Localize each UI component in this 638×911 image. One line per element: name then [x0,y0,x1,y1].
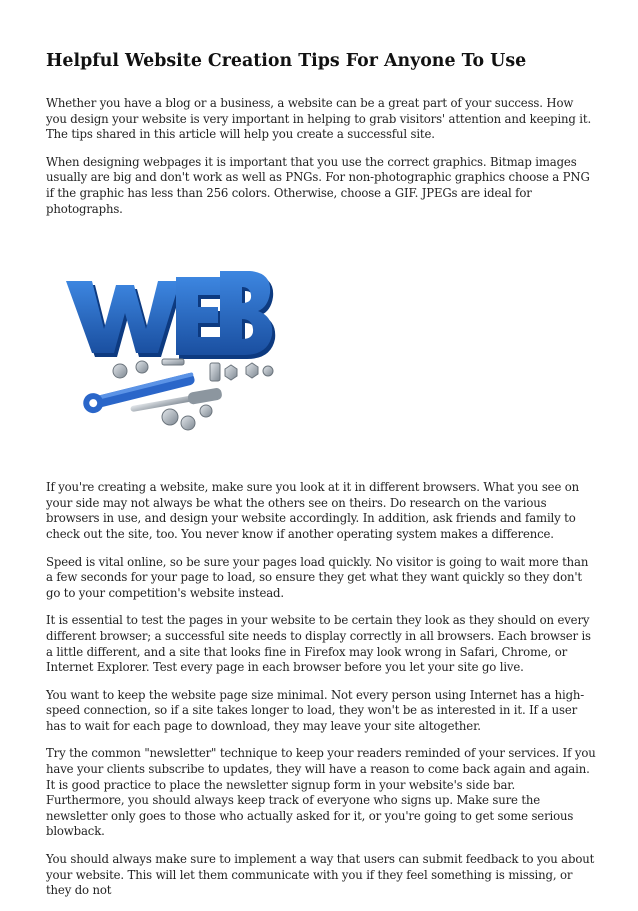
paragraph-graphics: When designing webpages it is important that you use the correct graphics. Bitmap images usually are big and don't work as well as PNGs. For non-photographic graphics choose a PNG if the graphic has less than 256 colors. Otherwise, choose a GIF. JPEGs are ideal for photographs. [46,154,590,216]
letter-w [66,281,183,357]
paragraph-browsers: If you're creating a website, make sure you look at it in different browsers. What you see on your side may not always be what the others see on theirs. Do research on the various browsers in use, and design your website accordingly. In addition, ask friends and family to check out the site, too. You never know if another operating system makes a difference. [46,480,580,541]
paragraph-intro: Whether you have a blog or a business, a website can be a great part of your success. How you design your website is very important in helping to grab visitors' attention and keeping it. The tips shared in this article will help you create a successful site. [46,96,592,142]
letter-b [220,271,275,359]
paragraph-feedback: You should always make sure to implement a way that users can submit feedback to you about your website. This will let them communicate with you if they feel something is missing, or they do not [46,852,595,898]
letter-e [176,277,227,359]
paragraph-newsletter: Try the common "newsletter" technique to keep your readers reminded of your services. If you have your clients subscribe to updates, they will have a reason to come back again and again. It is good practice to place the newsletter signup form in your website's side bar. Furthermore, you should always keep track of everyone who signs up. Make sure the newsletter only goes to those who actually asked for it, or you're going to get some serious blowback. [46,746,596,839]
paragraph-speed: Speed is vital online, so be sure your pages load quickly. No visitor is going to wait more than a few seconds for your page to load, so ensure they get what they want quickly so they don't go to your competition's website instead. [46,554,589,600]
paragraph-testing: It is essential to test the pages in your website to be certain they look as they should on every different browser; a successful site needs to display correctly in all browsers. Each browser is a little different, and a site that looks fine in Firefox may look wrong in Safari, Chrome, or Internet Explorer. Test every page in each browser before you let your site go live. [46,613,591,675]
article [46,50,596,911]
web-illustration [46,251,596,454]
web-tools-image [60,251,280,454]
article-title: Helpful Website Creation Tips For Anyone To Use [46,51,527,71]
paragraph-page-size: You want to keep the website page size minimal. Not every person using Internet has a high-speed connection, so if a site takes longer to load, they won't be as interested in it. If a user has to wait for each page to download, they may leave your site altogether. [46,687,585,733]
